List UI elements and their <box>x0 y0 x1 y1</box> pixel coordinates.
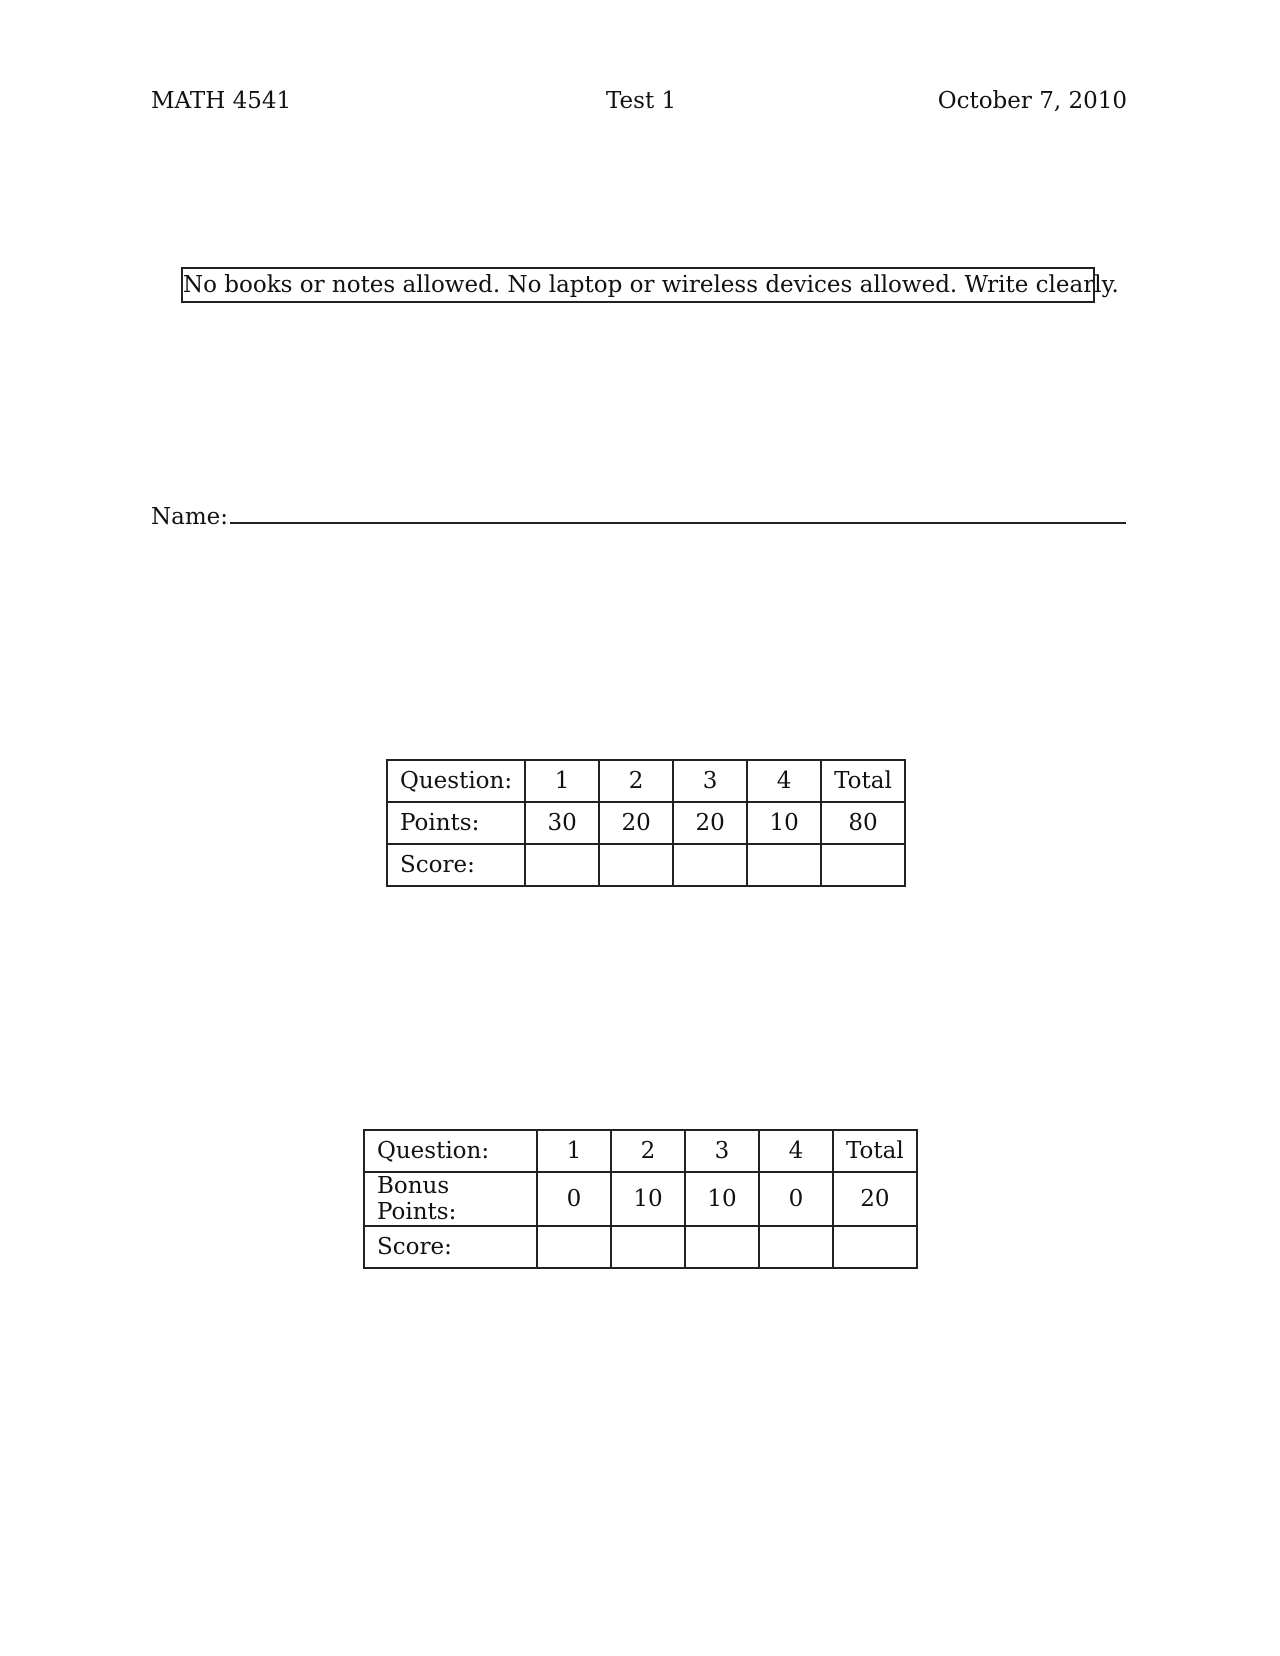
row-label: Question: <box>364 1130 537 1172</box>
score-cell[interactable] <box>685 1226 759 1268</box>
question-number: 3 <box>685 1130 759 1172</box>
points-total-cell: 80 <box>821 802 905 844</box>
name-label: Name: <box>151 504 229 530</box>
score-cell[interactable] <box>599 844 673 886</box>
question-number: 2 <box>611 1130 685 1172</box>
bonus-points-cell: 0 <box>537 1172 611 1226</box>
question-number: 2 <box>599 760 673 802</box>
row-label: Points: <box>387 802 525 844</box>
points-cell: 30 <box>525 802 599 844</box>
score-cell[interactable] <box>747 844 821 886</box>
table-row <box>387 844 905 886</box>
points-cell: 20 <box>599 802 673 844</box>
question-number: 3 <box>673 760 747 802</box>
test-title: Test 1 <box>606 88 677 114</box>
table-row <box>387 802 905 844</box>
name-field-line[interactable] <box>230 522 1126 524</box>
question-number: 1 <box>537 1130 611 1172</box>
row-label: Question: <box>387 760 525 802</box>
score-cell[interactable] <box>759 1226 833 1268</box>
table-row <box>364 1130 917 1172</box>
row-label: Score: <box>387 844 525 886</box>
score-total-cell[interactable] <box>821 844 905 886</box>
points-cell: 20 <box>673 802 747 844</box>
table-row <box>364 1172 917 1226</box>
question-number: 4 <box>747 760 821 802</box>
score-cell[interactable] <box>525 844 599 886</box>
row-label: Bonus Points: <box>364 1172 537 1226</box>
question-number: 4 <box>759 1130 833 1172</box>
score-total-cell[interactable] <box>833 1226 917 1268</box>
bonus-points-cell: 10 <box>685 1172 759 1226</box>
total-header: Total <box>833 1130 917 1172</box>
bonus-points-cell: 0 <box>759 1172 833 1226</box>
table-row <box>387 760 905 802</box>
points-cell: 10 <box>747 802 821 844</box>
score-cell[interactable] <box>611 1226 685 1268</box>
exam-rules-box: No books or notes allowed. No laptop or wireless devices allowed. Write clearly. <box>181 267 1095 303</box>
total-header: Total <box>821 760 905 802</box>
table-row <box>364 1226 917 1268</box>
points-table <box>386 759 906 887</box>
bonus-total-cell: 20 <box>833 1172 917 1226</box>
score-cell[interactable] <box>537 1226 611 1268</box>
course-code: MATH 4541 <box>151 88 292 114</box>
bonus-points-table <box>363 1129 918 1269</box>
question-number: 1 <box>525 760 599 802</box>
bonus-points-cell: 10 <box>611 1172 685 1226</box>
test-date: October 7, 2010 <box>937 88 1127 114</box>
score-cell[interactable] <box>673 844 747 886</box>
row-label: Score: <box>364 1226 537 1268</box>
